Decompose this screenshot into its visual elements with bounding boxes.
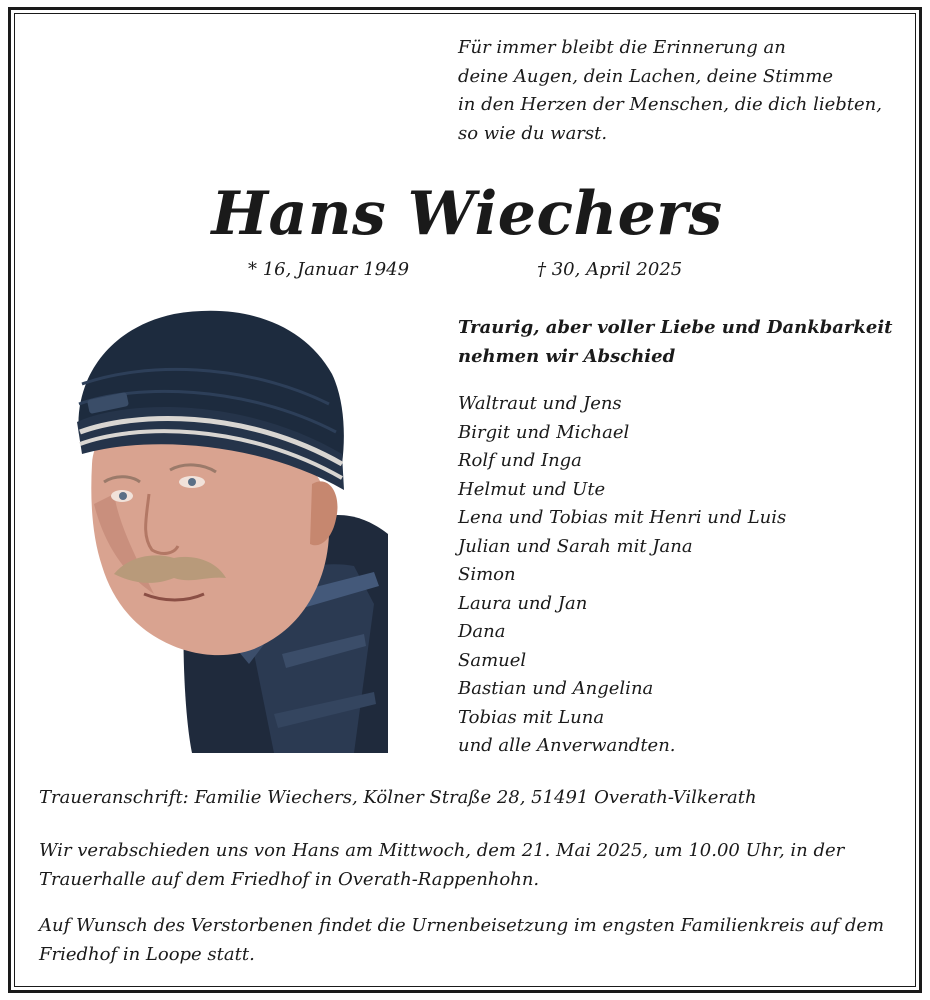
birth-date: * 16, Januar 1949 [248, 259, 410, 280]
mourner-entry: Dana [458, 621, 506, 642]
mourners-list [458, 390, 786, 761]
farewell-heading [458, 313, 892, 371]
poem-line: so wie du warst. [458, 122, 608, 144]
mourner-entry: Tobias mit Luna [458, 706, 605, 728]
farewell-line: Traurig, aber voller Liebe und Dankbarkeit [458, 317, 893, 338]
mourner-entry: Julian und Sarah mit Jana [458, 535, 693, 557]
mourner-entry: Samuel [458, 649, 527, 671]
deceased-name: Hans Wiechers [211, 179, 723, 249]
mourner-entry: Simon [458, 564, 516, 585]
mourner-entry: Lena und Tobias mit Henri und Luis [458, 507, 787, 528]
mourner-entry: Rolf und Inga [458, 450, 582, 471]
mourner-entry: Laura und Jan [458, 592, 588, 614]
poem-line: deine Augen, dein Lachen, deine Stimme [458, 65, 834, 87]
poem-line: Für immer bleibt die Erinnerung an [458, 37, 786, 58]
mourner-entry: Birgit und Michael [458, 421, 630, 443]
death-date: † 30, April 2025 [537, 259, 683, 280]
portrait-photo [74, 304, 388, 753]
mourner-entry: Bastian und Angelina [458, 678, 654, 699]
memorial-poem [458, 34, 882, 148]
poem-line: in den Herzen der Menschen, die dich liebten, [458, 94, 882, 115]
mourning-address: Traueranschrift: Familie Wiechers, Kölner Straße 28, 51491 Overath-Vilkerath [39, 787, 757, 808]
mourner-entry: und alle Anverwandten. [458, 735, 676, 756]
mourner-entry: Waltraut und Jens [458, 393, 622, 414]
burial-notice: Auf Wunsch des Verstorbenen findet die Urnenbeisetzung im engsten Familienkreis auf dem Friedhof in Loope statt. [39, 915, 885, 965]
farewell-line: nehmen wir Abschied [458, 346, 676, 367]
mourner-entry: Helmut und Ute [458, 478, 606, 500]
service-notice: Wir verabschieden uns von Hans am Mittwoch, dem 21. Mai 2025, um 10.00 Uhr, in der Trauerhalle auf dem Friedhof in Overath-Rappenhohn. [39, 840, 845, 890]
